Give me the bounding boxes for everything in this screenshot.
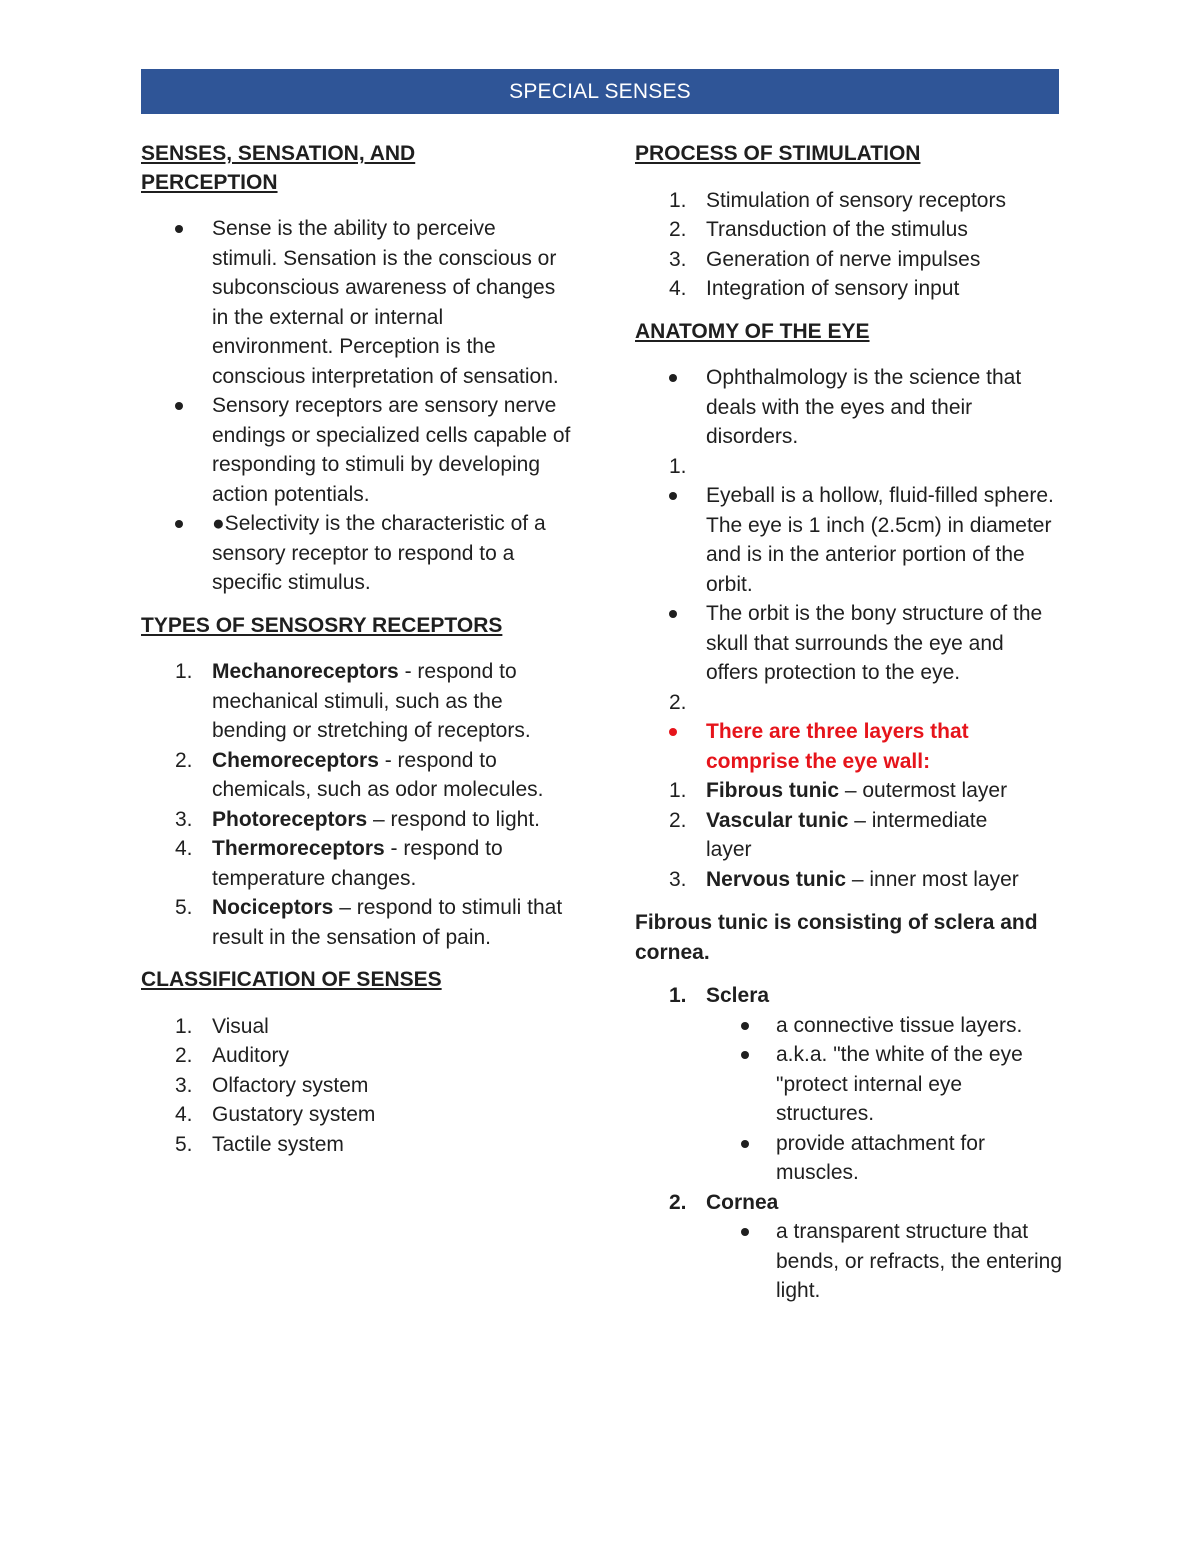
list-number: 1. — [175, 660, 193, 683]
list-item — [635, 806, 1036, 865]
list-text: Generation of nerve impulses — [706, 247, 981, 271]
list-item — [635, 215, 1075, 245]
list-number: 5. — [175, 1132, 193, 1156]
senses-list — [141, 214, 581, 598]
fibrous-tunic-heading: Fibrous tunic is consisting of sclera and cornea. — [635, 911, 1038, 964]
list-number: 4. — [175, 1103, 193, 1126]
list-number: 2. — [669, 218, 687, 241]
list-text: Transduction of the stimulus — [706, 218, 968, 241]
list-item — [141, 1100, 581, 1130]
fibrous-parts-list-2 — [635, 1188, 1075, 1218]
list-item: provide attachment for muscles. — [635, 1129, 1026, 1188]
sclera-title: Sclera — [706, 984, 770, 1007]
term-description: - respond to mechanical stimuli, such as the bending or stretching of receptors. — [212, 660, 531, 742]
list-item — [141, 1071, 581, 1101]
list-text: Visual — [212, 1014, 269, 1038]
layers-list — [635, 776, 1075, 894]
highlighted-list-item: There are three layers that comprise the eye wall: — [635, 717, 1026, 776]
list-number: 1. — [669, 779, 687, 802]
heading-anatomy: ANATOMY OF THE EYE — [635, 319, 870, 343]
list-item — [635, 186, 1075, 216]
list-item — [141, 1012, 581, 1042]
term-description: – intermediate layer — [706, 808, 988, 861]
list-number: 2. — [669, 1190, 687, 1214]
list-text: Olfactory system — [212, 1073, 369, 1097]
term-description: – respond to stimuli that result in the sensation of pain. — [212, 896, 563, 949]
list-item — [635, 776, 1075, 806]
list-item: a transparent structure that bends, or refracts, the entering light. — [635, 1217, 1066, 1306]
list-number: 2. — [175, 1044, 193, 1067]
list-item — [635, 274, 1075, 304]
list-number: 1. — [669, 454, 687, 478]
list-number: 3. — [175, 807, 193, 831]
types-list — [141, 657, 581, 952]
fibrous-parts-list — [635, 981, 1075, 1011]
left-column — [141, 140, 581, 1159]
term: Chemoreceptors — [212, 748, 379, 772]
list-number: 3. — [175, 1073, 193, 1097]
list-item — [635, 981, 1075, 1011]
list-item — [141, 657, 562, 746]
heading-senses: SENSES, SENSATION, AND PERCEPTION — [141, 142, 416, 194]
list-number: 5. — [175, 896, 193, 919]
list-item — [141, 893, 572, 952]
list-item: ●Selectivity is the characteristic of a sensory receptor to respond to a specific stimulus. — [141, 509, 562, 598]
list-text: Gustatory system — [212, 1103, 376, 1126]
list-number: 1. — [669, 188, 687, 212]
list-item — [635, 452, 1075, 482]
list-number: 1. — [669, 984, 687, 1007]
classification-list — [141, 1012, 581, 1160]
term-description: - respond to temperature changes. — [212, 837, 503, 890]
list-number: 3. — [669, 867, 687, 891]
heading-process: PROCESS OF STIMULATION — [635, 142, 921, 165]
term-description: – outermost layer — [839, 779, 1008, 802]
list-text: Stimulation of sensory receptors — [706, 188, 1006, 212]
term-description: – respond to light. — [367, 807, 540, 831]
cornea-points — [635, 1217, 1075, 1306]
process-list — [635, 186, 1075, 304]
term: Photoreceptors — [212, 807, 368, 831]
heading-types: TYPES OF SENSOSRY RECEPTORS — [141, 613, 503, 637]
list-number: 1. — [175, 1014, 193, 1038]
list-item — [141, 746, 552, 805]
list-item — [141, 834, 557, 893]
list-item — [141, 1041, 581, 1071]
list-number: 2. — [175, 748, 193, 772]
page-banner — [141, 69, 1059, 114]
list-item — [635, 245, 1075, 275]
list-item — [141, 1130, 581, 1160]
list-item: a.k.a. "the white of the eye "protect internal eye structures. — [635, 1040, 1061, 1129]
list-text: Tactile system — [212, 1132, 344, 1156]
banner-title: SPECIAL SENSES — [509, 79, 691, 103]
heading-classification: CLASSIFICATION OF SENSES — [141, 968, 442, 991]
list-item: a connective tissue layers. — [635, 1011, 1066, 1041]
term: Fibrous tunic — [706, 779, 839, 802]
list-item — [141, 805, 552, 835]
term: Thermoreceptors — [212, 837, 385, 860]
list-text: Auditory — [212, 1044, 290, 1067]
list-number: 4. — [669, 277, 687, 300]
list-item: Ophthalmology is the science that deals with the eyes and their disorders. — [635, 363, 1066, 452]
anatomy-list — [635, 363, 1075, 776]
right-column — [635, 140, 1075, 1306]
list-number: 2. — [669, 808, 687, 832]
sclera-points — [635, 1011, 1075, 1188]
list-item: The orbit is the bony structure of the skull that surrounds the eye and offers protection to the eye. — [635, 599, 1051, 688]
term-description: – inner most layer — [846, 867, 1019, 891]
list-item: Sensory receptors are sensory nerve endings or specialized cells capable of responding to stimuli by developing action potentials. — [141, 391, 572, 509]
list-number: 3. — [669, 247, 687, 271]
term: Nervous tunic — [706, 867, 847, 891]
cornea-title: Cornea — [706, 1190, 779, 1214]
list-text: Integration of sensory input — [706, 277, 960, 300]
list-number: 4. — [175, 837, 193, 860]
term-description: - respond to chemicals, such as odor molecules. — [212, 748, 544, 801]
term: Vascular tunic — [706, 808, 849, 832]
list-item — [635, 865, 1146, 895]
list-item: Sense is the ability to perceive stimuli. Sensation is the conscious or subconscious awareness of changes in the external or internal environment. Perception is the conscious interpretation of sensation. — [141, 214, 562, 391]
list-number: 2. — [669, 690, 687, 714]
term: Mechanoreceptors — [212, 660, 399, 683]
term: Nociceptors — [212, 896, 334, 919]
list-item: Eyeball is a hollow, fluid-filled sphere. The eye is 1 inch (2.5cm) in diameter and is in the anterior portion of the orbit. — [635, 481, 1068, 599]
list-item — [635, 688, 1075, 718]
list-item — [635, 1188, 1075, 1218]
